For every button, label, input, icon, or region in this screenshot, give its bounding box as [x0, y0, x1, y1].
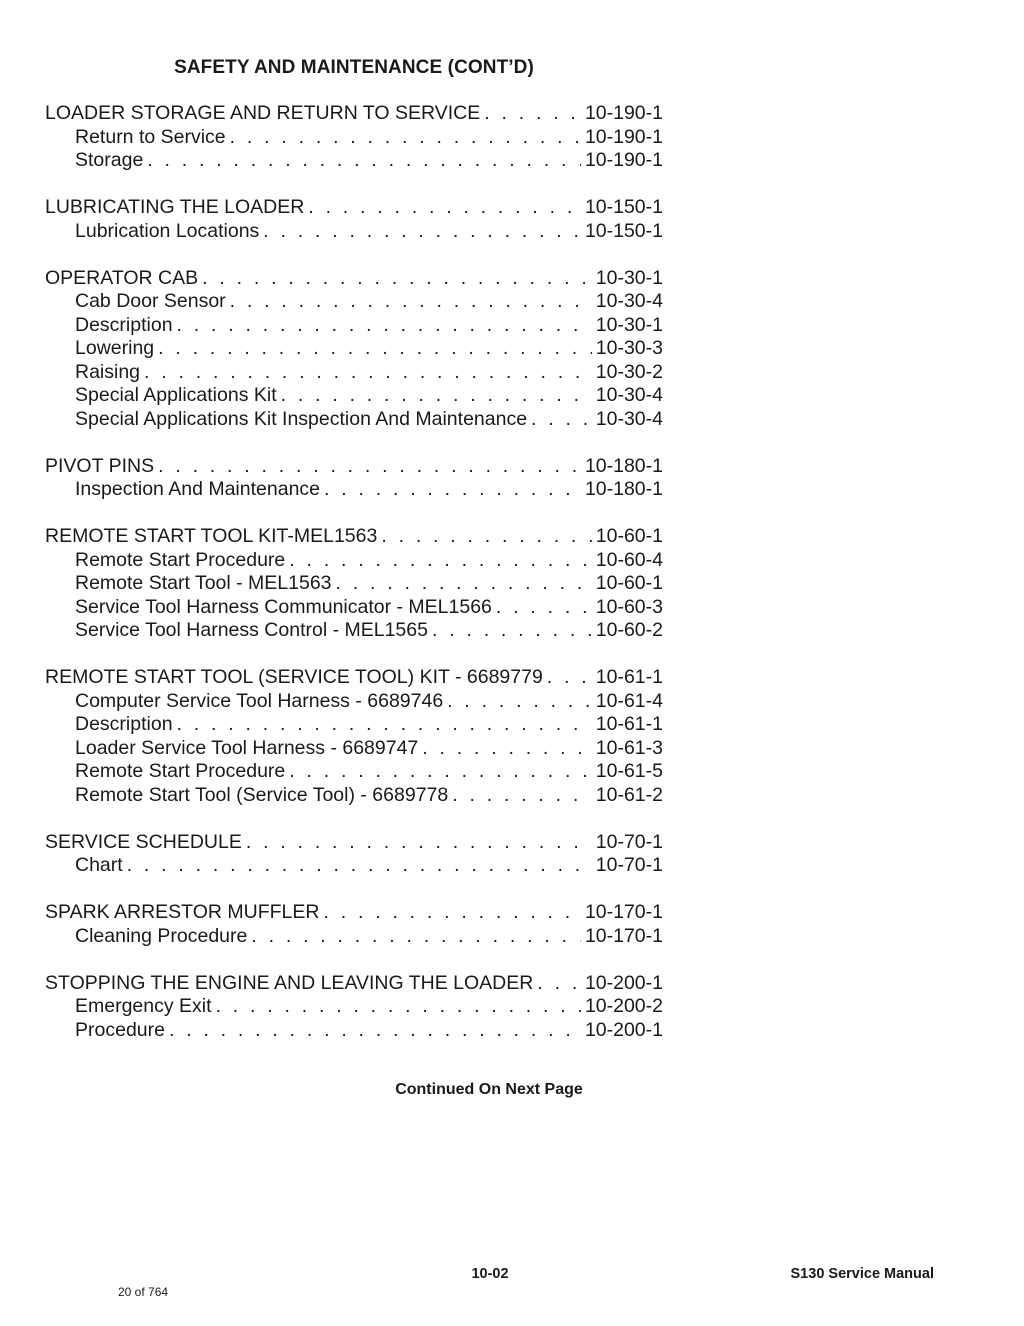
toc-entry-title: Loader Service Tool Harness - 6689747: [75, 736, 419, 759]
page-title: SAFETY AND MAINTENANCE (CONT’D): [174, 57, 534, 78]
toc-entry-page: 10-30-4: [595, 290, 663, 312]
toc-entry-title: Chart: [75, 854, 123, 876]
toc-entry: [45, 290, 663, 314]
toc-entry-page: 10-60-1: [595, 572, 663, 594]
toc-entry-title: Cab Door Sensor: [75, 290, 226, 312]
toc-section: [45, 666, 663, 807]
dot-leader: [147, 149, 581, 173]
toc-entry: [45, 713, 663, 737]
dot-leader: [169, 1019, 581, 1043]
toc-entry-page: 10-60-4: [595, 548, 663, 571]
toc-entry: [45, 361, 663, 385]
toc-section-heading-title: SERVICE SCHEDULE: [45, 830, 242, 853]
dot-leader: [496, 596, 592, 620]
toc-section-heading-title: LUBRICATING THE LOADER: [45, 196, 305, 218]
toc-entry: [45, 149, 663, 173]
toc-entry: [45, 760, 663, 784]
toc-entry-page: 10-180-1: [584, 478, 663, 500]
toc-section-heading-page: 10-60-1: [595, 525, 663, 547]
dot-leader: [289, 760, 592, 784]
toc-entry-page: 10-150-1: [584, 219, 663, 242]
dot-leader: [452, 784, 592, 808]
toc-entry-page: 10-30-1: [595, 313, 663, 336]
dot-leader: [230, 290, 592, 314]
dot-leader: [484, 102, 581, 126]
dot-leader: [158, 455, 581, 479]
toc-entry-title: Inspection And Maintenance: [75, 478, 321, 500]
toc-section-heading-page: 10-150-1: [584, 196, 663, 218]
toc-section-heading: [45, 525, 663, 549]
toc-entry-title: Storage: [75, 149, 144, 171]
dot-leader: [177, 314, 592, 338]
toc-section-heading: [45, 267, 663, 291]
dot-leader: [127, 854, 592, 878]
toc-entry-page: 10-61-4: [595, 689, 663, 712]
toc-section: [45, 455, 663, 502]
dot-leader: [324, 901, 581, 925]
toc-entry-title: Lubrication Locations: [75, 219, 260, 242]
toc-section-heading: [45, 666, 663, 690]
dot-leader: [289, 549, 592, 573]
continued-note: Continued On Next Page: [395, 1081, 583, 1098]
toc-entry-title: Description: [75, 313, 173, 336]
toc-entry: [45, 784, 663, 808]
toc-section-heading-title: LOADER STORAGE AND RETURN TO SERVICE: [45, 102, 481, 124]
toc-entry-page: 10-70-1: [595, 854, 663, 876]
toc-entry-title: Procedure: [75, 1018, 165, 1041]
dot-leader: [537, 972, 581, 996]
toc-entry-page: 10-61-5: [595, 760, 663, 782]
toc-entry-page: 10-190-1: [584, 125, 663, 148]
toc-section: [45, 831, 663, 878]
toc-entry-title: Cleaning Procedure: [75, 924, 248, 947]
toc-entry-page: 10-30-4: [595, 407, 663, 430]
toc-section-heading-page: 10-170-1: [584, 901, 663, 923]
dot-leader: [158, 337, 592, 361]
dot-leader: [281, 384, 592, 408]
dot-leader: [381, 525, 591, 549]
toc-entry-page: 10-30-4: [595, 384, 663, 406]
toc-section-heading: [45, 455, 663, 479]
toc-entry: [45, 408, 663, 432]
toc-section-heading: [45, 901, 663, 925]
toc-entry-title: Return to Service: [75, 125, 226, 148]
toc-section-heading-title: SPARK ARRESTOR MUFFLER: [45, 901, 320, 923]
toc-entry-title: Remote Start Procedure: [75, 760, 286, 782]
toc-entry-title: Emergency Exit: [75, 995, 212, 1017]
dot-leader: [230, 126, 581, 150]
toc-entry: [45, 314, 663, 338]
toc-section-heading-title: PIVOT PINS: [45, 454, 155, 477]
toc-entry-page: 10-200-1: [584, 1018, 663, 1041]
toc-entry-page: 10-60-3: [595, 595, 663, 618]
toc-entry: [45, 995, 663, 1019]
dot-leader: [447, 690, 592, 714]
toc-entry: [45, 1019, 663, 1043]
dot-leader: [547, 666, 592, 690]
toc-entry-title: Special Applications Kit: [75, 384, 277, 406]
dot-leader: [246, 831, 592, 855]
toc-section-heading-page: 10-200-1: [584, 971, 663, 994]
dot-leader: [422, 737, 592, 761]
toc-section-heading-title: REMOTE START TOOL KIT-MEL1563: [45, 525, 378, 547]
dot-leader: [531, 408, 592, 432]
toc-entry-title: Remote Start Tool (Service Tool) - 6689778: [75, 783, 449, 806]
toc-entry: [45, 126, 663, 150]
toc-section-heading-page: 10-61-1: [595, 666, 663, 688]
dot-leader: [336, 572, 592, 596]
toc-section-heading-page: 10-70-1: [595, 830, 663, 853]
dot-leader: [216, 995, 581, 1019]
toc-entry-page: 10-200-2: [584, 995, 663, 1017]
toc-entry-title: Service Tool Harness Communicator - MEL1566: [75, 595, 492, 618]
toc-entry-title: Computer Service Tool Harness - 6689746: [75, 689, 444, 712]
dot-leader: [432, 619, 592, 643]
toc-entry-page: 10-170-1: [584, 924, 663, 947]
toc-section: [45, 901, 663, 948]
toc-section: [45, 102, 663, 173]
toc-entry-page: 10-30-3: [595, 337, 663, 359]
dot-leader: [144, 361, 592, 385]
toc-entry-title: Remote Start Tool - MEL1563: [75, 572, 332, 594]
toc-section-heading: [45, 831, 663, 855]
toc-section-heading-page: 10-30-1: [595, 266, 663, 289]
footer-manual-title: S130 Service Manual: [790, 1266, 934, 1282]
toc-entry: [45, 925, 663, 949]
toc-entry: [45, 384, 663, 408]
toc-section-heading-page: 10-180-1: [584, 454, 663, 477]
toc-entry-title: Description: [75, 713, 173, 735]
toc-section-heading-title: STOPPING THE ENGINE AND LEAVING THE LOADER: [45, 971, 534, 994]
toc-entry-title: Remote Start Procedure: [75, 548, 286, 571]
table-of-contents: [45, 102, 663, 1066]
toc-section-heading-page: 10-190-1: [584, 102, 663, 124]
dot-leader: [177, 713, 592, 737]
toc-section: [45, 972, 663, 1043]
toc-entry: [45, 854, 663, 878]
toc-entry-page: 10-190-1: [584, 149, 663, 171]
toc-entry: [45, 337, 663, 361]
toc-section: [45, 196, 663, 243]
toc-entry-title: Service Tool Harness Control - MEL1565: [75, 619, 428, 641]
toc-section: [45, 267, 663, 432]
toc-entry-page: 10-61-3: [595, 736, 663, 759]
toc-section-heading-title: REMOTE START TOOL (SERVICE TOOL) KIT - 6689779: [45, 666, 543, 688]
dot-leader: [324, 478, 581, 502]
toc-entry-page: 10-61-2: [595, 783, 663, 806]
toc-entry: [45, 619, 663, 643]
toc-section-heading: [45, 102, 663, 126]
toc-entry-page: 10-60-2: [595, 619, 663, 641]
toc-section-heading: [45, 972, 663, 996]
toc-entry: [45, 737, 663, 761]
toc-section-heading-title: OPERATOR CAB: [45, 266, 199, 289]
toc-entry: [45, 220, 663, 244]
toc-entry-title: Special Applications Kit Inspection And Maintenance: [75, 407, 528, 430]
dot-leader: [251, 925, 581, 949]
toc-entry: [45, 478, 663, 502]
toc-entry: [45, 549, 663, 573]
toc-entry-title: Lowering: [75, 337, 155, 359]
toc-section-heading: [45, 196, 663, 220]
dot-leader: [263, 220, 581, 244]
toc-entry-page: 10-61-1: [595, 713, 663, 735]
dot-leader: [308, 196, 581, 220]
toc-entry-page: 10-30-2: [595, 360, 663, 383]
toc-entry-title: Raising: [75, 360, 141, 383]
footer-page-number: 10-02: [471, 1266, 509, 1282]
dot-leader: [202, 267, 592, 291]
toc-section: [45, 525, 663, 643]
toc-entry: [45, 572, 663, 596]
footer-pdf-page-counter: 20 of 764: [118, 1285, 169, 1299]
toc-entry: [45, 596, 663, 620]
toc-entry: [45, 690, 663, 714]
